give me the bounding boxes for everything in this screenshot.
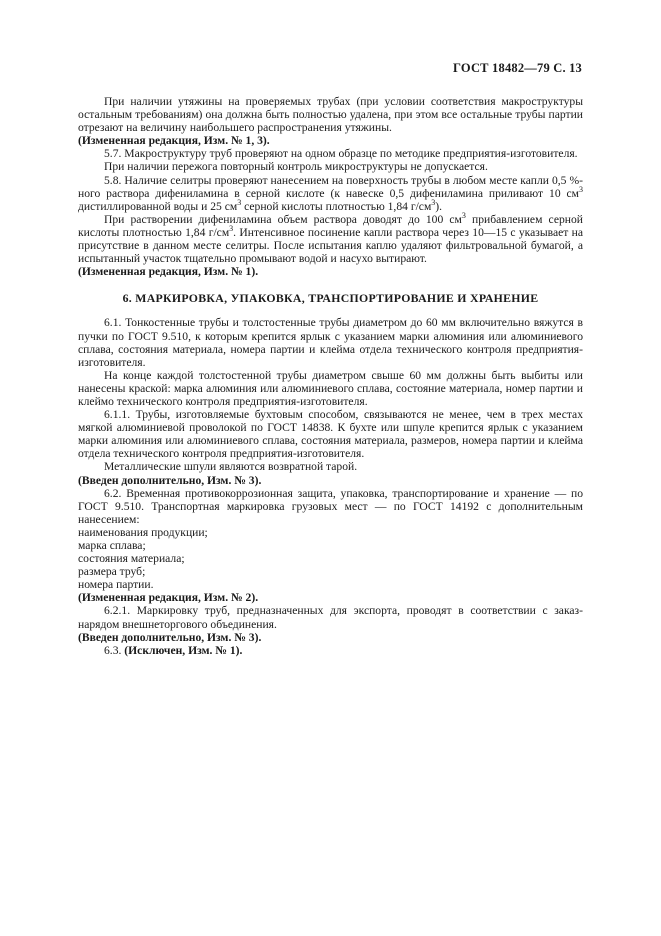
page-header: ГОСТ 18482—79 С. 13: [453, 61, 582, 75]
list-item: состояния материала;: [78, 552, 185, 566]
document-body: [78, 95, 583, 657]
revision-note-1: (Измененная редакция, Изм. № 1, 3).: [78, 134, 270, 148]
revision-note-3: (Введен дополнительно, Изм. № 3).: [78, 473, 262, 487]
paragraph-5-8: 5.8. Наличие селитры проверяют нанесением на поверхность трубы в любом месте капли 0,5 %-ного раствора дифениламина в серной кислоте (к навеске 0,5 дифениламина приливают 10 $см^3$ дистиллированной воды и 25 $см^3$ серной кислоты плотностью 1,84 $г/см^3$).: [78, 173, 583, 213]
list-item: размера труб;: [78, 565, 146, 579]
paragraph-6-1-1-spools: Металлические шпули являются возвратной тарой.: [104, 460, 358, 474]
paragraph-shrinkage: При наличии утяжины на проверяемых трубах (при условии соответствия макроструктуры остальным требованиям) она должна быть полностью удалена, при этом все остальные трубы партии отрезают на величину наибольшего распространения утяжины.: [78, 95, 583, 135]
paragraph-6-1-1: 6.1.1. Трубы, изготовляемые бухтовым способом, связываются не менее, чем в трех местах мягкой алюминиевой проволокой по ГОСТ 14838. К бухте или шпуле крепится ярлык с указанием марки алюминия или алюминиевого сплава, состояния материала, размеров, номера партии и клейма отдела технического контроля предприятия-изготовителя.: [78, 408, 583, 461]
paragraph-6-3: 6.3. (Исключен, Изм. № 1).: [104, 643, 243, 657]
revision-note-4: (Измененная редакция, Изм. № 2).: [78, 591, 259, 605]
revision-note-5: (Введен дополнительно, Изм. № 3).: [78, 630, 262, 644]
paragraph-5-8-dissolution: При растворении дифениламина объем раствора доводят до 100 $см^3$ прибавлением серной кислоты плотностью 1,84 $г/см^3$. Интенсивное посинение капли раствора через 10—15 с указывает на присутствие в данном месте селитры. После испытания каплю удаляют фильтровальной бумагой, а испытанный участок тщательно промывают водой и насухо вытирают.: [78, 210, 583, 266]
paragraph-5-7-note: При наличии пережога повторный контроль микроструктуры не допускается.: [104, 160, 488, 174]
revision-note-2: (Измененная редакция, Изм. № 1).: [78, 265, 259, 279]
paragraph-6-1-thick: На конце каждой толстостенной трубы диаметром свыше 60 мм должны быть выбиты или нанесены краской: марка алюминия или алюминиевого сплава, состояние материала, номер партии и клеймо технического контроля предприятия-изготовителя.: [78, 368, 583, 408]
section-title: 6. МАРКИРОВКА, УПАКОВКА, ТРАНСПОРТИРОВАНИЕ И ХРАНЕНИЕ: [122, 291, 539, 306]
marking-list: [78, 526, 583, 591]
list-item: номера партии.: [78, 578, 154, 592]
paragraph-6-1: 6.1. Тонкостенные трубы и толстостенные трубы диаметром до 60 мм включительно вяжутся в пучки по ГОСТ 9.510, к которым крепится ярлык с указанием марки алюминия или алюминиевого сплава, состояния материала, номера партии и клейма отдела технического контроля предприятия-изготовителя.: [78, 316, 583, 369]
paragraph-6-2-1: 6.2.1. Маркировку труб, предназначенных для экспорта, проводят в соответствии с заказ-нарядом внешнеторгового объединения.: [78, 604, 583, 631]
list-item: марка сплава;: [78, 539, 146, 552]
paragraph-5-7: 5.7. Макроструктуру труб проверяют на одном образце по методике предприятия-изготовителя.: [104, 147, 578, 161]
list-item: наименования продукции;: [78, 525, 208, 539]
paragraph-6-2: 6.2. Временная противокоррозионная защита, упаковка, транспортирование и хранение — по ГОСТ 9.510. Транспортная маркировка грузовых мест — по ГОСТ 14192 с дополнительным нанесением:: [78, 486, 583, 526]
